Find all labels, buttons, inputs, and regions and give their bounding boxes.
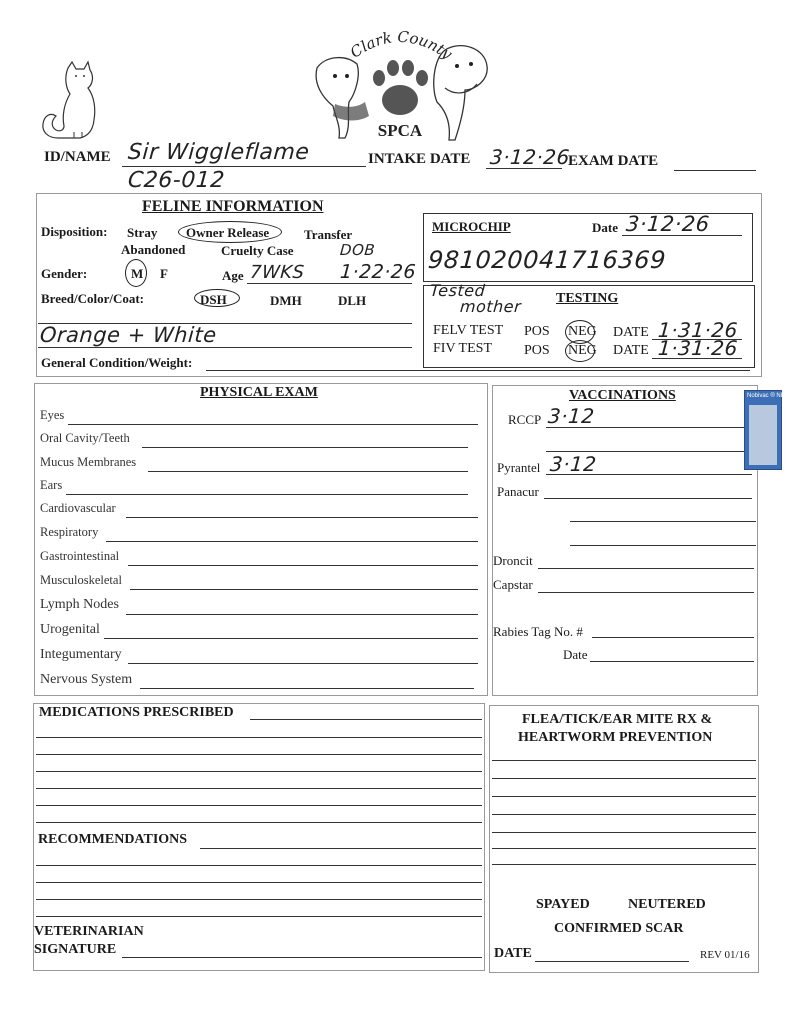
rabies-tag-label: Rabies Tag No. #	[493, 624, 583, 639]
feline-info-title: FELINE INFORMATION	[142, 198, 324, 215]
exam-line-nervous[interactable]	[140, 688, 474, 689]
exam-row-label: Respiratory	[40, 525, 99, 539]
gender-m[interactable]: M	[131, 266, 144, 281]
recommendations-line-3[interactable]	[36, 899, 482, 900]
exam-line-eyes[interactable]	[68, 424, 478, 425]
cat-illustration	[38, 60, 104, 142]
sticker-label-area	[749, 405, 777, 465]
medications-line-6[interactable]	[36, 822, 482, 823]
rccp-value: 3·12	[547, 404, 596, 428]
revision-label: REV 01/16	[700, 949, 750, 961]
age-value: 7WKS	[249, 262, 306, 283]
recommendations-line-2[interactable]	[36, 882, 482, 883]
rabies-date-label: Date	[563, 647, 588, 662]
age-label: Age	[222, 268, 244, 283]
capstar-line[interactable]	[538, 592, 754, 593]
disposition-stray[interactable]: Stray	[127, 225, 158, 240]
recommendations-line-4[interactable]	[36, 916, 482, 917]
medications-line-3[interactable]	[36, 771, 482, 772]
intake-date-value: 3·12·26	[489, 145, 571, 169]
microchip-number: 981020041716369	[427, 246, 668, 274]
dob-label: DOB	[339, 241, 376, 259]
confirmed-scar-label: CONFIRMED SCAR	[554, 921, 684, 936]
felv-date-label: DATE	[613, 325, 649, 340]
exam-row-label: Mucus Membranes	[40, 455, 137, 469]
fiv-date-value: 1·31·26	[657, 336, 739, 360]
logo-arc-text: Clark County	[346, 27, 456, 64]
testing-title: TESTING	[556, 291, 619, 306]
vaccine-sticker	[744, 390, 789, 470]
exam-date-label: EXAM DATE	[568, 153, 659, 169]
sticker-brand: Nobivac ® NEO	[747, 393, 789, 399]
pyrantel-label: Pyrantel	[497, 460, 541, 475]
id-name-line[interactable]	[122, 166, 366, 167]
exam-row-label: Ears	[40, 478, 63, 492]
panacur-line-3[interactable]	[570, 545, 756, 546]
breed-label: Breed/Color/Coat:	[41, 291, 145, 306]
exam-date-line[interactable]	[674, 170, 756, 171]
color-value: Orange + White	[39, 323, 218, 347]
exam-row-label: Urogenital	[40, 622, 100, 637]
spayed-option[interactable]: SPAYED	[536, 897, 590, 912]
droncit-line[interactable]	[538, 568, 754, 569]
exam-row-label: Cardiovascular	[40, 501, 116, 515]
vaccinations-box	[492, 385, 758, 696]
testing-note-1: Tested	[429, 281, 486, 300]
id-name-label: ID/NAME	[44, 149, 111, 165]
flea-title-1: FLEA/TICK/EAR MITE RX &	[522, 712, 713, 727]
disposition-transfer[interactable]: Transfer	[304, 227, 353, 242]
gender-f[interactable]: F	[160, 266, 168, 281]
exam-row-label: Nervous System	[40, 672, 133, 687]
exam-row-label: Musculoskeletal	[40, 573, 122, 587]
exam-row-label: Lymph Nodes	[40, 597, 119, 612]
flea-line-6[interactable]	[492, 848, 756, 849]
microchip-date-label: Date	[592, 220, 618, 235]
panacur-line-2[interactable]	[570, 521, 756, 522]
flea-date-line[interactable]	[535, 961, 689, 962]
exam-line-integ[interactable]	[128, 663, 478, 664]
fiv-neg[interactable]: NEG	[568, 343, 597, 358]
disposition-owner-release[interactable]: Owner Release	[186, 225, 270, 240]
flea-line-7[interactable]	[492, 864, 756, 865]
physical-exam-title: PHYSICAL EXAM	[200, 385, 318, 400]
gender-label: Gender:	[41, 266, 88, 281]
flea-line-4[interactable]	[492, 814, 756, 815]
general-condition-line[interactable]	[206, 370, 750, 371]
neutered-option[interactable]: NEUTERED	[628, 897, 706, 912]
microchip-date-value: 3·12·26	[625, 212, 711, 236]
fiv-pos[interactable]: POS	[524, 343, 550, 358]
breed-line-2[interactable]	[38, 347, 412, 348]
pet-id-value: C26-012	[127, 168, 226, 193]
disposition-label: Disposition:	[41, 224, 108, 239]
recommendations-label: RECOMMENDATIONS	[38, 832, 188, 847]
flea-title-2: HEARTWORM PREVENTION	[518, 730, 713, 745]
intake-date-label: INTAKE DATE	[368, 151, 471, 167]
flea-line-5[interactable]	[492, 832, 756, 833]
vaccinations-title: VACCINATIONS	[569, 388, 676, 403]
droncit-label: Droncit	[493, 553, 533, 568]
medications-line-5[interactable]	[36, 805, 482, 806]
exam-line-ears[interactable]	[66, 494, 468, 495]
felv-label: FELV TEST	[433, 323, 504, 338]
exam-line-resp[interactable]	[106, 541, 478, 542]
dob-value: 1·22·26	[339, 261, 417, 283]
panacur-label: Panacur	[497, 484, 539, 499]
exam-line-gi[interactable]	[128, 565, 478, 566]
coat-dsh[interactable]: DSH	[200, 292, 227, 307]
felv-neg[interactable]: NEG	[568, 324, 597, 339]
medications-line-0[interactable]	[250, 719, 482, 720]
recommendations-line-1[interactable]	[36, 865, 482, 866]
flea-date-label: DATE	[494, 946, 532, 961]
recommendations-line-0[interactable]	[200, 848, 482, 849]
vet-signature-label-1: VETERINARIAN	[34, 924, 144, 939]
age-line[interactable]	[247, 283, 412, 284]
svg-text:Clark County	[347, 28, 456, 64]
rabies-tag-line[interactable]	[592, 637, 754, 638]
exam-line-uro[interactable]	[104, 638, 478, 639]
capstar-label: Capstar	[493, 577, 533, 592]
exam-line-musculo[interactable]	[130, 589, 478, 590]
fiv-date-label: DATE	[613, 343, 649, 358]
exam-row-label: Gastrointestinal	[40, 549, 120, 563]
exam-row-label: Oral Cavity/Teeth	[40, 431, 130, 445]
exam-row-label: Eyes	[40, 408, 65, 422]
pyrantel-value: 3·12	[549, 452, 598, 476]
felv-date-value: 1·31·26	[657, 318, 739, 342]
exam-line-oral[interactable]	[142, 447, 468, 448]
exam-line-mucus[interactable]	[148, 471, 468, 472]
spca-logo	[305, 18, 495, 146]
exam-line-lymph[interactable]	[126, 614, 478, 615]
disposition-cruelty[interactable]: Cruelty Case	[221, 243, 294, 258]
flea-line-1[interactable]	[492, 760, 756, 761]
rabies-date-line[interactable]	[590, 661, 754, 662]
medications-line-4[interactable]	[36, 788, 482, 789]
logo-spca-text: SPCA	[377, 121, 423, 140]
flea-line-2[interactable]	[492, 778, 756, 779]
vet-signature-label-2: SIGNATURE	[34, 942, 117, 957]
microchip-title: MICROCHIP	[432, 219, 511, 234]
general-condition-label: General Condition/Weight:	[41, 355, 193, 370]
medications-line-2[interactable]	[36, 754, 482, 755]
flea-line-3[interactable]	[492, 796, 756, 797]
panacur-line[interactable]	[544, 498, 752, 499]
rccp-label: RCCP	[508, 412, 542, 427]
exam-line-cardio[interactable]	[126, 517, 478, 518]
medications-title: MEDICATIONS PRESCRIBED	[39, 705, 234, 720]
pet-name-value: Sir Wiggleflame	[127, 140, 311, 165]
vet-signature-line[interactable]	[122, 957, 482, 958]
coat-dlh[interactable]: DLH	[338, 293, 367, 308]
medications-line-1[interactable]	[36, 737, 482, 738]
testing-note-2: mother	[459, 297, 522, 316]
fiv-label: FIV TEST	[433, 341, 492, 356]
exam-row-label: Integumentary	[40, 647, 122, 662]
disposition-abandoned[interactable]: Abandoned	[121, 242, 186, 257]
felv-pos[interactable]: POS	[524, 324, 550, 339]
coat-dmh[interactable]: DMH	[270, 293, 302, 308]
